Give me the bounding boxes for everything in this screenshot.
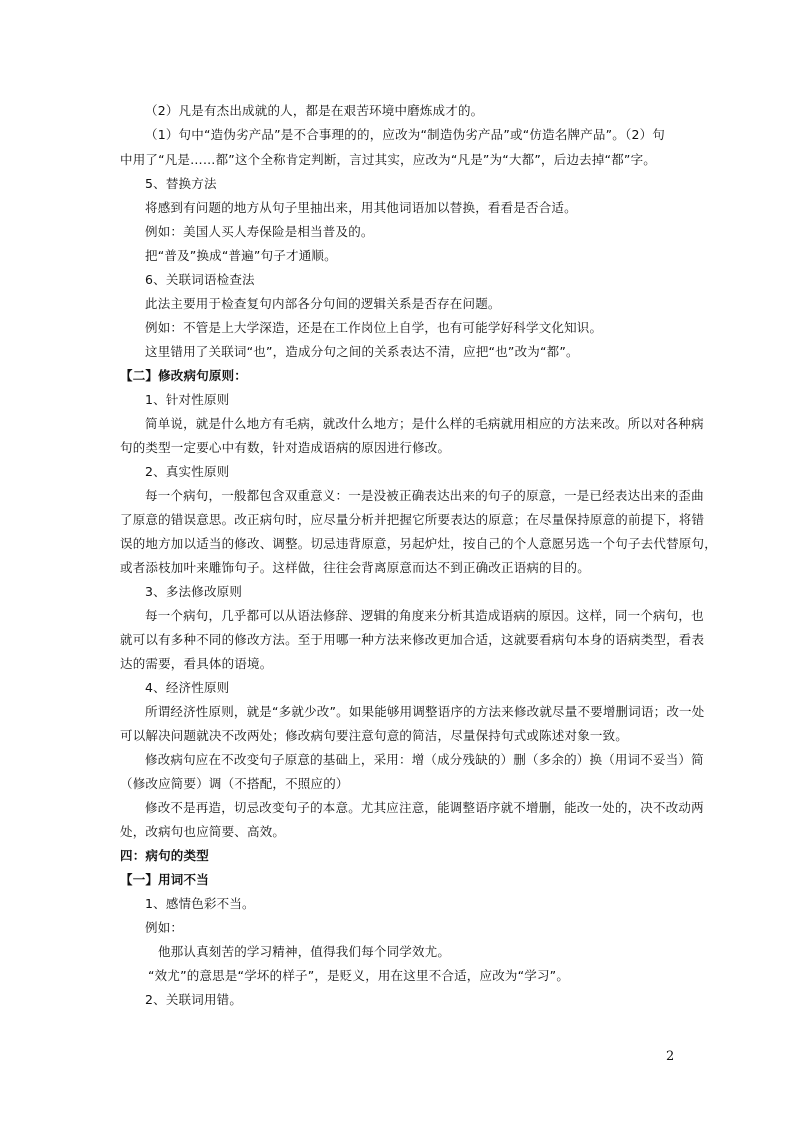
text-line: 简单说，就是什么地方有毛病，就改什么地方；是什么样的毛病就用相应的方法来改。所以对各种病	[145, 416, 704, 431]
text-line: 句的类型一定要心中有数，针对造成语病的原因进行修改。	[120, 440, 451, 455]
section-heading: 3、多法修改原则	[145, 584, 243, 599]
page-number: 2	[666, 1049, 675, 1064]
heading-improper-wording: 【一】用词不当	[120, 872, 209, 887]
text-line: 误的地方加以适当的修改、调整。切忌违背原意，另起炉灶，按自己的个人意愿另选一个句子去代替原句，	[120, 536, 717, 551]
text-line: 每一个病句，几乎都可以从语法修辞、逻辑的角度来分析其造成语病的原因。这样，同一个病句，也	[145, 608, 704, 623]
text-line: 中用了“凡是……都”这个全称肯定判断，言过其实，应改为“凡是”为“大都”，后边去掉“都”字。	[120, 152, 657, 167]
heading-sentence-types: 四：病句的类型	[120, 848, 209, 863]
section-heading: 2、关联词用错。	[145, 992, 243, 1007]
text-line: 把“普及”换成“普遍”句子才通顺。	[145, 248, 337, 263]
text-line: （1）句中“造伪劣产品”是不合事理的的，应改为“制造伪劣产品”或“仿造名牌产品”。（2）句	[145, 127, 666, 142]
section-heading: 1、感情色彩不当。	[145, 896, 255, 911]
text-line: 或者添枝加叶来雕饰句子。这样做，往往会背离原意而达不到正确改正语病的目的。	[120, 560, 590, 575]
text-line: （修改应简要）调（不搭配，不照应的）	[120, 776, 349, 791]
text-line: 他那认真刻苦的学习精神，值得我们每个同学效尤。	[158, 944, 451, 959]
text-line: 每一个病句，一般都包含双重意义：一是没被正确表达出来的句子的原意，一是已经表达出来的歪曲	[145, 488, 704, 503]
text-line: 了原意的错误意思。改正病句时，应尽量分析并把握它所要表达的原意；在尽量保持原意的前提下，将错	[120, 512, 705, 527]
text-line: 就可以有多种不同的修改方法。至于用哪一种方法来修改更加合适，这就要看病句本身的语病类型，看表	[120, 632, 705, 647]
text-line: 例如：	[145, 920, 184, 935]
text-line: 将感到有问题的地方从句子里抽出来，用其他词语加以替换，看看是否合适。	[145, 200, 577, 215]
section-heading: 2、真实性原则	[145, 464, 230, 479]
text-line: 达的需要，看具体的语境。	[120, 656, 273, 671]
section-heading: 1、针对性原则	[145, 392, 230, 407]
text-line: （2）凡是有杰出成就的人，都是在艰苦环境中磨炼成才的。	[145, 103, 484, 118]
text-line: 例如：美国人买人寿保险是相当普及的。	[145, 224, 374, 239]
text-line: 这里错用了关联词“也”，造成分句之间的关系表达不清，应把“也”改为“都”。	[145, 344, 579, 359]
text-line: 修改不是再造，切忌改变句子的本意。尤其应注意，能调整语序就不增删，能改一处的，决不改动两	[145, 800, 704, 815]
text-line: 可以解决问题就决不改两处；修改病句要注意句意的简洁，尽量保持句式或陈述对象一致。	[120, 728, 629, 743]
text-line: “效尤”的意思是“学坏的样子”，是贬义，用在这里不合适，应改为“学习”。	[148, 968, 570, 983]
section-heading: 6、关联词语检查法	[145, 272, 255, 287]
text-line: 例如：不管是上大学深造，还是在工作岗位上自学，也有可能学好科学文化知识。	[145, 320, 603, 335]
heading-revision-principles: 【二】修改病句原则：	[120, 368, 248, 383]
section-heading: 5、替换方法	[145, 176, 217, 191]
text-line: 此法主要用于检查复句内部各分句间的逻辑关系是否存在问题。	[145, 296, 501, 311]
section-heading: 4、经济性原则	[145, 680, 230, 695]
text-line: 所谓经济性原则，就是“多就少改”。如果能够用调整语序的方法来修改就尽量不要增删词语；改一处	[145, 704, 705, 719]
text-line: 处，改病句也应简要、高效。	[120, 824, 286, 839]
text-line: 修改病句应在不改变句子原意的基础上，采用：增（成分残缺的）删（多余的）换（用词不妥当）简	[145, 752, 704, 767]
